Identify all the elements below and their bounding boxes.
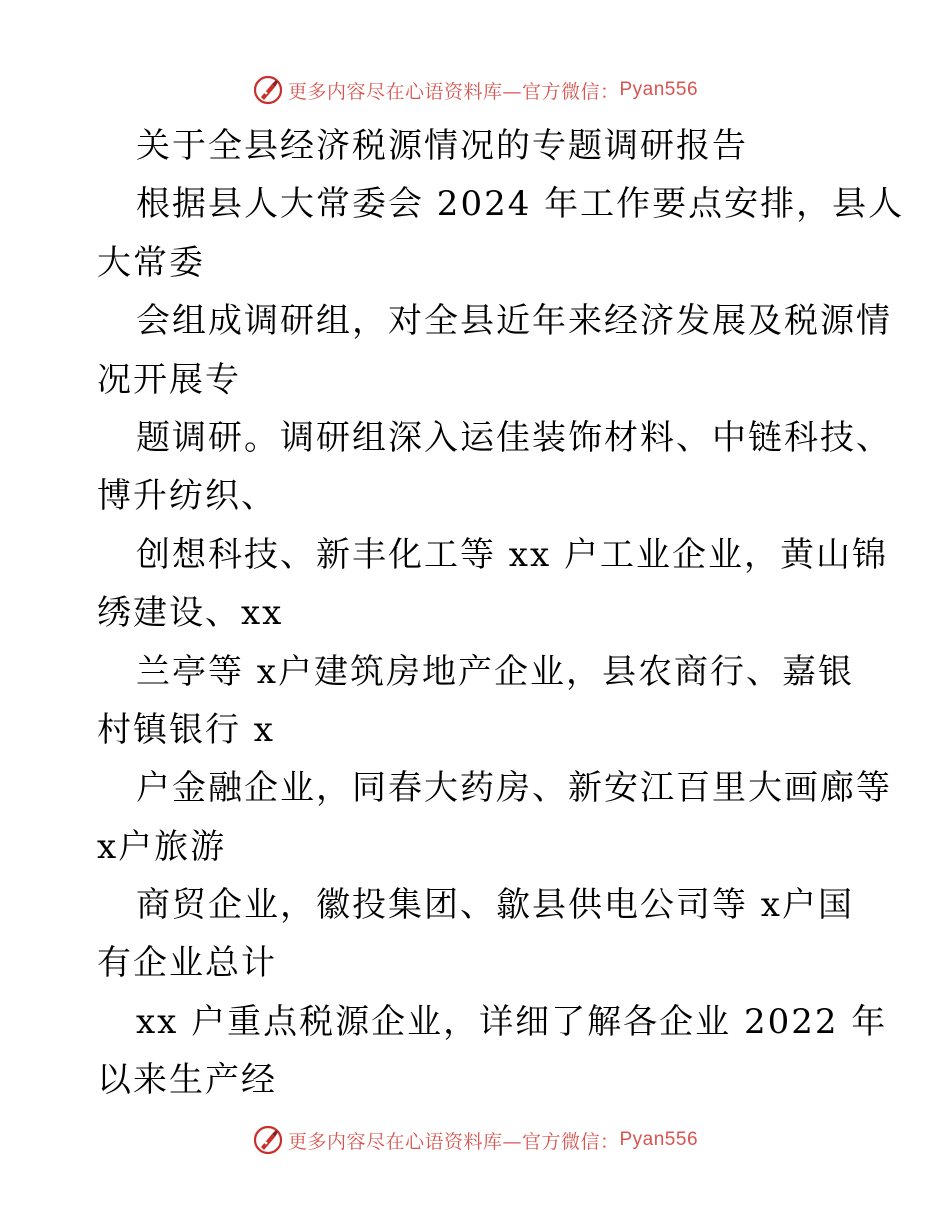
footer-watermark-banner [0, 1120, 950, 1160]
document-line: 有企业总计 [97, 943, 277, 984]
document-line: 创想科技、新丰化工等 xx 户工业企业，黄山锦 [136, 534, 888, 575]
document-body [97, 117, 905, 1110]
document-line: 商贸企业，徽投集团、歙县供电公司等 x户国 [136, 885, 854, 926]
document-line: 题调研。调研组深入运佳装饰材料、中链科技、 [136, 417, 892, 458]
document-line: 大常委 [97, 242, 205, 283]
banner-wechat-id: Pyan556 [619, 79, 699, 100]
document-title: 关于全县经济税源情况的专题调研报告 [136, 126, 748, 166]
document-line: xx 户重点税源企业，详细了解各企业 2022 年 [136, 1001, 888, 1042]
fountain-pen-logo-icon [252, 1124, 284, 1156]
document-line: 户金融企业，同春大药房、新安江百里大画廊等 [136, 768, 892, 809]
document-line: 绣建设、xx [97, 593, 284, 634]
document-line: 况开展专 [97, 359, 241, 400]
document-line: 兰亭等 x户建筑房地产企业，县农商行、嘉银 [136, 651, 854, 692]
document-line: 博升纺织、 [97, 476, 277, 517]
header-watermark-banner [0, 70, 950, 110]
document-line: 村镇银行 x [97, 709, 275, 750]
document-line: 会组成调研组，对全县近年来经济发展及税源情 [136, 301, 892, 342]
banner-text: 更多内容尽在心语资料库—官方微信： [287, 1130, 620, 1153]
banner-text: 更多内容尽在心语资料库—官方微信： [287, 80, 620, 103]
fountain-pen-logo-icon [252, 74, 284, 106]
document-line: x户旅游 [97, 826, 227, 867]
document-line: 根据县人大常委会 2024 年工作要点安排，县人 [136, 184, 905, 225]
banner-wechat-id: Pyan556 [619, 1129, 699, 1150]
document-line: 以来生产经 [97, 1060, 277, 1101]
